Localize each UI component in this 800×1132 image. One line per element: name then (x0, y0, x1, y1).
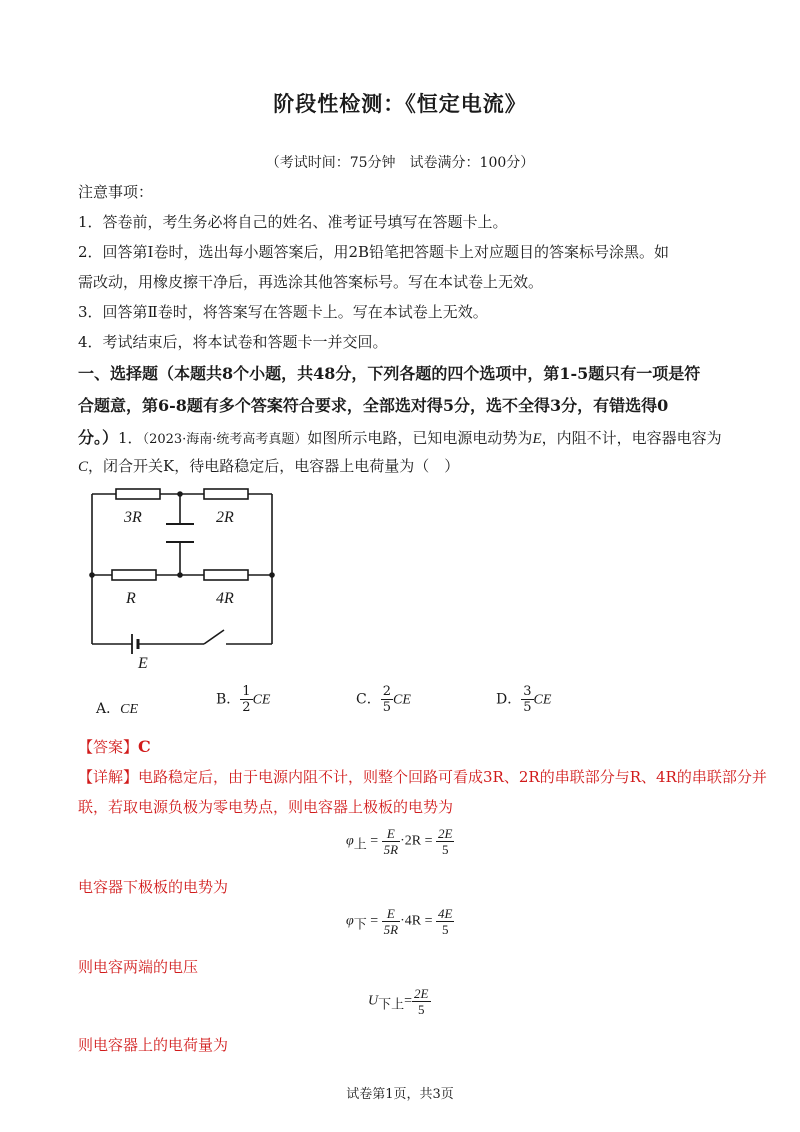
equation-2: $\varphi_下$ = $\frac{E}{5R}$ ·4R = $\frac{4E}{5}$ (346, 906, 453, 937)
fraction: $\frac{1}{2}$ (242, 684, 251, 715)
label-4r: 4R (216, 590, 234, 607)
note-item: 2．回答第Ⅰ卷时，选出每小题答案后，用2B铅笔把答题卡上对应题目的答案标号涂黑。如 (78, 243, 670, 261)
circuit-diagram (80, 486, 290, 676)
page-footer: 试卷第1页，共3页 (346, 1087, 454, 1102)
label-r: R (126, 590, 136, 607)
notes-heading: 注意事项： (78, 183, 154, 201)
question-number: 1． (118, 429, 143, 447)
resistor-4r (204, 570, 248, 580)
question-source: （2023·海南·统考高考真题） (142, 432, 308, 447)
fraction: $\frac{2}{5}$ (382, 684, 391, 715)
resistor-r (112, 570, 156, 580)
equation-1: $\varphi_上$ = $\frac{E}{5R}$ ·2R = $\frac{2E}{5}$ (346, 826, 453, 857)
label-e: E (138, 655, 148, 672)
section-heading-end: 分。） (78, 428, 119, 447)
section-heading-cont: 合题意，第6-8题有多个答案符合要求，全部选对得5分，选不全得3分，有错选得0 (78, 396, 669, 415)
note-item: 需改动，用橡皮擦干净后，再选涂其他答案标号。写在本试卷上无效。 (78, 273, 544, 291)
question-1-cont: C，闭合开关K，待电路稳定后，电容器上电荷量为（ ） (78, 457, 460, 475)
note-item: 3．回答第Ⅱ卷时，将答案写在答题卡上。写在本试卷上无效。 (78, 303, 488, 321)
answer-value: C (138, 737, 151, 756)
note-item: 4．考试结束后，将本试卷和答题卡一并交回。 (78, 333, 388, 351)
detail-line: 电容器下极板的电势为 (78, 878, 229, 896)
detail-line: 联，若取电源负极为零电势点，则电容器上极板的电势为 (78, 798, 454, 816)
switch-k (204, 630, 224, 644)
exam-meta: （考试时间：75分钟 试卷满分：100分） (265, 155, 535, 171)
choice-a: A．CE (96, 701, 139, 717)
detail-line: 则电容器上的电荷量为 (78, 1036, 229, 1054)
question-1: 分。）1．（2023·海南·统考高考真题）如图所示电路，已知电源电动势为E，内阻不计，电容器电容为 (78, 428, 722, 447)
choice-b: B． $\frac{1}{2}$ CE (216, 684, 271, 715)
choice-d: D． $\frac{3}{5}$ CE (496, 684, 552, 715)
answer-tag: 【答案】 (78, 738, 139, 756)
answer (78, 736, 151, 757)
detail-line: 【详解】电路稳定后，由于电源内阻不计，则整个回路可看成3R、2R的串联部分与R、4R的串联部分并 (78, 768, 767, 786)
note-item: 1．答卷前，考生务必将自己的姓名、准考证号填写在答题卡上。 (78, 213, 508, 231)
page-title: 阶段性检测：《恒定电流》 (273, 91, 527, 116)
detail-line: 则电容两端的电压 (78, 958, 199, 976)
fraction: $\frac{3}{5}$ (523, 684, 532, 715)
resistor-2r (204, 489, 248, 499)
question-text: 如图所示电路，已知电源电动势为 (307, 429, 533, 447)
resistor-3r (116, 489, 160, 499)
equation-3: $U_{下上}=$ $\frac{2E}{5}$ (368, 986, 429, 1017)
section-heading: 一、选择题（本题共8个小题，共48分，下列各题的四个选项中，第1-5题只有一项是符 (78, 364, 701, 383)
choice-c: C． $\frac{2}{5}$ CE (356, 684, 411, 715)
detail-tag: 【详解】 (78, 768, 139, 786)
label-2r: 2R (216, 509, 234, 526)
label-3r: 3R (124, 509, 142, 526)
